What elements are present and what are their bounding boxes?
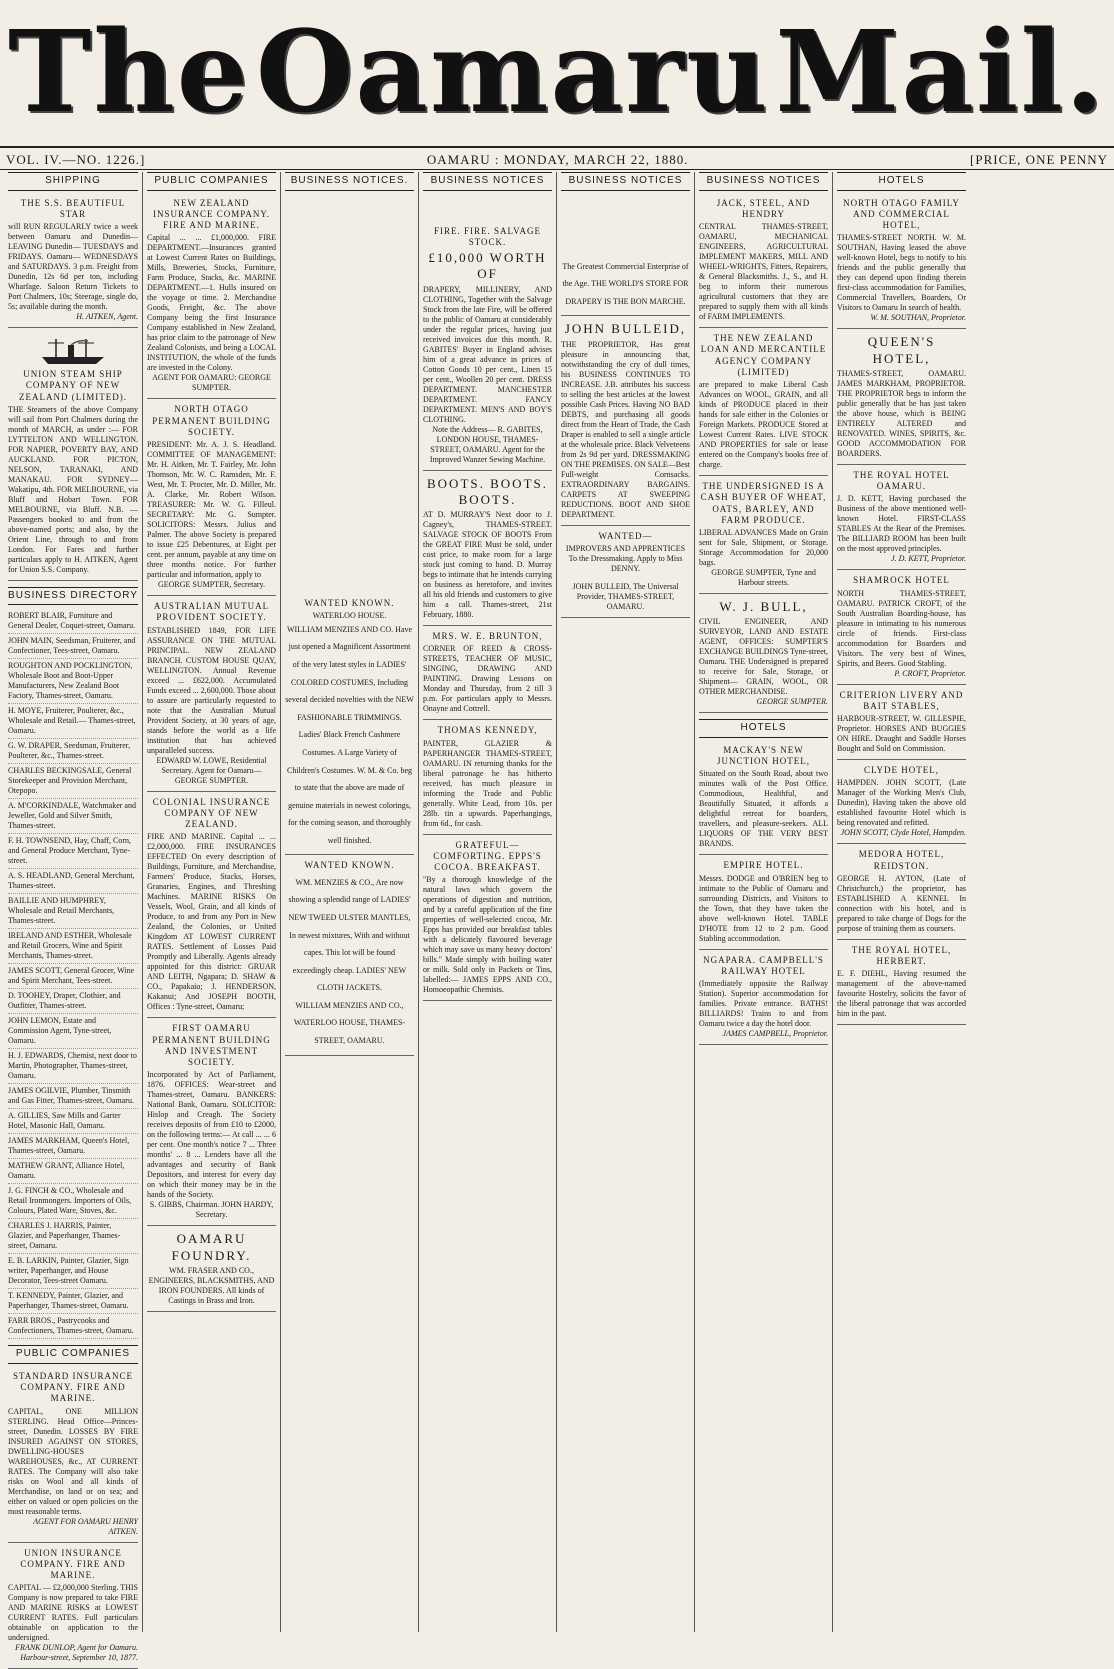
ad-mackays-hotel [699,742,828,856]
column-business-notices-3 [556,172,694,1632]
ad-title: THE ROYAL HOTEL OAMARU. [837,470,966,493]
ad-title: CRITERION LIVERY AND BAIT STABLES, [837,690,966,713]
ad-medora-hotel [837,846,966,940]
directory-entry: A. M'CORKINDALE, Watchmaker and Jeweller, Gold and Silver Smith, Thames-street. [8,799,138,834]
ad-body: CAPITAL — £2,000,000 Sterling. THIS Company is now prepared to take FIRE AND MARINE RISKS at LOWEST CURRENT RATES. Full particulars obtainable on application to the undersigned. [8,1583,138,1643]
ad-signature: GEORGE SUMPTER, Tyne and Harbour streets. [699,568,828,588]
ad-body: THAMES-STREET, OAMARU. JAMES MARKHAM, PROPRIETOR. THE PROPRIETOR begs to inform the public generally that he has just taken the above house, which is BEING ENTIRELY ALTERED and RENOVATED. WINES, SPIRITS, &c. GOOD ACCOMMODATION FOR BOARDERS. [837,369,966,459]
ad-title: NEW ZEALAND INSURANCE COMPANY. FIRE AND MARINE. [147,198,276,232]
ad-title: GRATEFUL—COMFORTING. EPPS'S COCOA. BREAKFAST. [423,840,552,874]
ad-royal-hotel-oamaru [837,467,966,571]
ad-title: NORTH OTAGO FAMILY AND COMMERCIAL HOTEL, [837,198,966,232]
directory-entry: JAMES SCOTT, General Grocer, Wine and Spirit Merchant, Tees-street. [8,964,138,989]
directory-entry: JOHN MAIN, Seedsman, Fruiterer, and Confectioner, Tees-street, Oamaru. [8,634,138,659]
directory-entry: ROUGHTON AND POCKLINGTON, Wholesale Boot and Boot-Upper Manufacturers, New Zealand Boot Factory, Thames-street, Oamaru. [8,659,138,704]
ad-north-otago-building-society [147,401,276,596]
ad-title: JACK, STEEL, AND HENDRY [699,198,828,221]
ad-body: WM. FRASER AND CO., ENGINEERS, BLACKSMITHS, AND IRON FOUNDERS. All kinds of Castings in Brass and Iron. [147,1266,276,1306]
ad-title: THE NEW ZEALAND LOAN AND MERCANTILE AGENCY COMPANY (LIMITED) [699,333,828,378]
volume-number: VOL. IV.—NO. 1226.] [6,152,145,168]
ad-title: THE ROYAL HOTEL, HERBERT. [837,945,966,968]
ad-bon-marche [561,255,690,317]
ad-title: FIRE. FIRE. SALVAGE STOCK. [423,226,552,249]
column-heading: HOTELS [837,172,966,191]
column-heading: BUSINESS NOTICES [699,172,828,191]
ad-title: W. J. BULL, [699,599,828,615]
ad-title: BOOTS. BOOTS. BOOTS. [423,476,552,509]
ad-empire-hotel [699,857,828,949]
ad-john-bulleid [561,318,690,525]
column-business-notices-2 [418,172,556,1632]
ad-signature: FRANK DUNLOP, Agent for Oamaru. Harbour-street, September 10, 1877. [8,1643,138,1663]
ad-body: CORNER OF REED & CROSS-STREETS, TEACHER OF MUSIC, SINGING, DRAWING AND PAINTING. Drawing Lessons on Monday and Thursday, from 2 till 3 p.m. For particulars apply to Messrs. Onayne and Cottrell. [423,644,552,714]
ad-title: FIRST OAMARU PERMANENT BUILDING AND INVESTMENT SOCIETY. [147,1023,276,1068]
ad-body: WM. MENZIES & CO., Are now showing a splendid range of LADIES' NEW TWEED ULSTER MANTLES, In newest mixtures, With and without capes. This lot will be found exceedingly cheap. LADIES' NEW CLOTH JACKETS. [285,874,414,997]
ad-murray-boots [423,473,552,627]
masthead [0,0,1114,148]
directory-entry: JOHN LEMON, Estate and Commission Agent, Tyne-street, Oamaru. [8,1014,138,1049]
ad-body: IMPROVERS AND APPRENTICES To the Dressmaking. Apply to Miss DENNY. [561,544,690,574]
ad-signature: EDWARD W. LOWE, Residential Secretary. Agent for Oamaru— GEORGE SUMPTER. [147,756,276,786]
directory-entry: MATHEW GRANT, Alliance Hotel, Oamaru. [8,1159,138,1184]
ad-body: CAPITAL, ONE MILLION STERLING. Head Office—Princes-street, Dunedin. LOSSES BY FIRE INSURED AGAINST ON STORES, DWELLING-HOUSES WAREHOUSES, &c., AT CURRENT RATES. The Company will also take risks on Wool and all kinds of Merchandise, on land or on sea; and either on valued or open policies on the most reasonable terms. [8,1407,138,1517]
ad-body: CENTRAL THAMES-STREET, OAMARU, MECHANICAL ENGINEERS, AGRICULTURAL IMPLEMENT MAKERS, MILL AND WHEEL-WRIGHTS, Fitters, Repairers, & General Blacksmiths. J., S., and H. beg to inform their numerous agricultural customers that they are prepared to supply them with all kinds of FARM IMPLEMENTS. [699,222,828,322]
ad-headline-amount: £10,000 WORTH OF [423,250,552,283]
ad-body: THE Steamers of the above Company will sail from Port Chalmers during the month of MARCH, as under :— FOR LYTTELTON AND WELLINGTON. FOR NAPIER, POVERTY BAY, AND AUCKLAND. FOR PICTON, NELSON, TARANAKI, AND MANAKAU. FOR SYDNEY—Wakatipu, 4th. FOR MELBOURNE, via Bluff and Hobart Town. FOR MELBOURNE, via Bluff. N.B. — Passengers booked to and from the above-named ports; and also, by the Orient Line, through to and from London. For Fares and further particulars apply to H. AITKEN, Agent for Union S.S. Company. [8,405,138,575]
ad-wanted-improvers [561,528,690,618]
ad-signature: GEORGE SUMPTER. [699,697,828,707]
ad-title: CLYDE HOTEL, [837,765,966,776]
ad-body: Capital ... ... £1,000,000. FIRE DEPARTMENT.—Insurances granted at Lowest Current Rates on Buildings, Mills, Breweries, Stocks, Furniture, Farm Produce, Stacks, &c. MARINE DEPARTMENT.—1. Hulls insured on the voyage or time. 2. Merchandise Goods, Freight, &c. The above Company being the first Insurance Company established in New Zealand, has prior claim to the patronage of New Zealand Colonists, and being a LOCAL INSTITUTION, the whole of the funds are invested in the Colony. [147,233,276,373]
ad-body: Messrs. DODGE and O'BRIEN beg to intimate to the Public of Oamaru and surrounding Districts, and Visitors to the Town, that they have taken the above well-known Hotel. TABLE D'HOTE from 12 to 2 p.m. Good Stabling accommodation. [699,874,828,944]
column-heading: BUSINESS NOTICES [561,172,690,191]
blank-space [285,195,414,595]
hotels-heading: HOTELS [699,719,828,738]
ad-title: THOMAS KENNEDY, [423,725,552,736]
directory-entry: F. H. TOWNSEND, Hay, Chaff, Corn, and General Produce Merchant, Tyne-street. [8,834,138,869]
column-hotels [832,172,970,1632]
ad-subtitle: WATERLOO HOUSE. [285,611,414,621]
ad-body: HARBOUR-STREET, W. GILLESPIE, Proprietor. HORSES AND BUGGIES ON HIRE. Draught and Saddle Horses Bought and Sold on Commission. [837,714,966,754]
column-shipping [4,172,142,1632]
ad-union-insurance [8,1545,138,1669]
ad-jack-steel-hendry [699,195,828,329]
ad-title: SHAMROCK HOTEL [837,575,966,586]
ad-body: "By a thorough knowledge of the natural laws which govern the operations of digestion and nutrition, and by a careful application of the fine properties of well-selected cocoa, Mr. Epps has provided our breakfast tables with a delicately flavoured beverage which may save us many heavy doctors' bills." Made simply with boiling water or milk. Sold only in Packets or Tins, labelled:— JAMES EPPS AND CO., Homoeopathic Chemists. [423,875,552,995]
directory-entry: G. W. DRAPER, Seedsman, Fruiterer, Poulterer, &c., Thames-street. [8,739,138,764]
ad-signature: JOHN BULLEID, The Universal Provider, THAMES-STREET, OAMARU. [561,582,690,612]
masthead-the: The [8,17,250,129]
ad-title: MRS. W. E. BRUNTON, [423,631,552,642]
ad-thomas-kennedy [423,722,552,834]
ad-title: MEDORA HOTEL, REIDSTON. [837,849,966,872]
ad-signature: GEORGE SUMPTER, Secretary. [147,580,276,590]
ad-title: MACKAY'S NEW JUNCTION HOTEL, [699,745,828,768]
ad-body: HAMPDEN. JOHN SCOTT, (Late Manager of the Working Men's Club, Dunedin), Having taken the above old established favourite Hotel which is being renovated and refitted. [837,778,966,828]
ad-body: Situated on the South Road, about two minutes walk of the Post Office. Commodious, Healthful, and Beautifully Situated, it affords a delightful retreat for boarders, travellers, and pleasure-seekers. ALL LIQUORS OF THE VERY BEST BRANDS. [699,769,828,849]
ad-title: WANTED— [561,531,690,542]
steamship-icon [38,337,108,365]
ad-body: DRAPERY, MILLINERY, AND CLOTHING, Together with the Salvage Stock from the late Fire, will be offered to the public of Oamaru at considerably under the regular prices, having just received invoices due this month. R. GABITES' Buyer in England advises him of a great advance in prices of Cotton Goods 10 per cent., Linen 15 per cent., Woollen 20 per cent. DRESS DEPARTMENT. MANCHESTER DEPARTMENT. FANCY DEPARTMENT. MEN'S AND BOY'S CLOTHING. [423,285,552,425]
masthead-mail: Mail. [775,17,1106,129]
columns [4,172,1110,1632]
ad-body: FIRE AND MARINE. Capital ... ... £2,000,000. FIRE INSURANCES EFFECTED On every description of Buildings, Furniture, and Merchandise, Farmers' Produce, Stacks, Horses, Granaries, Engines, and Threshing Machines. MARINE RISKS On Vessels, Wool, Grain, and all kinds of Produce, to and from any Port in New Zealand, the Colonies, or United Kingdom AT LOWEST CURRENT RATES. Settlement of Losses Paid Promptly and Liberally. Agents already appointed for this district: GRUAR AND LEITH, Ngapara; D. SHAW & CO., Papakaio; J. HENDERSON, Kakanui; And JOSEPH BOOTH, Offices : Tyne-street, Oamaru; [147,832,276,1012]
column-business-notices-1 [280,172,418,1632]
ad-body: PRESIDENT: Mr. A. J. S. Headland. COMMITTEE OF MANAGEMENT: Mr. H. Aitken, Mr. T. Fairley, Mr. John Thomson, Mr. W. C. Ramsden, Mr. F. West, Mr. T. Procter, Mr. D. Miller, Mr. A. Clarke, Mr. Robert Wilson. TREASURER: Mr. W. G. Filleul. SECRETARY: Mr. G. Sumpter. SOLICITORS: Messrs. Julius and Palmer. The above Society is prepared to issue £25 Debentures, at Eight per cent. per annum, payable at any time on three months notice. For further particular and information, apply to [147,440,276,580]
ad-union-steam-ship [8,330,138,581]
ad-wanted-known-costumes [285,595,414,856]
ad-signature: W. M. SOUTHAN, Proprietor. [837,313,966,323]
ad-signature: Note the Address— R. GABITES, LONDON HOUSE, THAMES-STREET, OAMARU. Agent for the Improved Wanzer Sewing Machine. [423,425,552,465]
business-directory-heading: BUSINESS DIRECTORY [8,587,138,606]
ad-north-otago-hotel [837,195,966,330]
blank-space [423,195,552,223]
ad-body: LIBERAL ADVANCES Made on Grain sent for Sale, Shipment, or Storage. Storage Accommodation for 20,000 bags. [699,528,828,568]
ad-title: QUEEN'S HOTEL, [837,334,966,367]
ad-title: UNION INSURANCE COMPANY. FIRE AND MARINE. [8,1548,138,1582]
ad-amp-society [147,598,276,792]
ad-title: STANDARD INSURANCE COMPANY. FIRE AND MARINE. [8,1371,138,1405]
ad-title: UNION STEAM SHIP COMPANY OF NEW ZEALAND (LIMITED). [8,369,138,403]
ad-body: will RUN REGULARLY twice a week between Oamaru and Dunedin— LEAVING Dunedin— TUESDAYS and FRIDAYS. Oamaru— WEDNESDAYS and SATURDAYS. 3 p.m. Freight from Dunedin, 12s 6d per ton, including Wharfage. Saloon Return Tickets to Port Chalmers, 10s; Steerage, single do, 5s; available during the month. [8,222,138,312]
ad-signature: AGENT FOR OAMARU: GEORGE SUMPTER. [147,373,276,393]
directory-entry: J. G. FINCH & CO., Wholesale and Retail Ironmongers. Importers of Oils, Colours, Plated Ware, Stoves, &c. [8,1184,138,1219]
ad-body: PAINTER, GLAZIER & PAPERHANGER THAMES-STREET, OAMARU. IN returning thanks for the liberal patronage he has hitherto received, has much pleasure in informing the Trade and Public generally. White Lead, from 10s. per 28lb. tin a upwards. Paperhangings, from 6d., for cash. [423,739,552,829]
directory-entry: A. S. HEADLAND, General Merchant, Thames-street. [8,869,138,894]
ad-title: EMPIRE HOTEL. [699,860,828,871]
ad-body: GEORGE H. AYTON, (Late of Christchurch,) the proprietor, has ESTABLISHED A KENNEL In connection with his hotel, and is prepared to take charge of Dogs for the purpose of training them as coursers. [837,874,966,934]
masthead-oamaru: Oamaru [256,17,770,129]
directory-entry: IRELAND AND ESTHER, Wholesale and Retail Grocers, Wine and Spirit Merchants, Thames-street. [8,929,138,964]
price: [PRICE, ONE PENNY [970,152,1108,168]
ad-signature: H. AITKEN, Agent. [8,312,138,322]
directory-entry: H. MOYE, Fruiterer, Poulterer, &c., Wholesale and Retail.— Thames-street, Oamaru. [8,704,138,739]
ad-royal-hotel-herbert [837,942,966,1026]
ad-brunton-music [423,628,552,720]
ad-standard-insurance [8,1368,138,1543]
column-business-notices-4 [694,172,832,1632]
ad-oamaru-foundry [147,1228,276,1312]
ad-title: THE UNDERSIGNED IS A CASH BUYER OF WHEAT, OATS, BARLEY, AND FARM PRODUCE. [699,481,828,526]
ad-epps-cocoa [423,837,552,1002]
column-heading: SHIPPING [8,172,138,191]
ad-body: AT D. MURRAY'S Next door to J. Cagney's, THAMES-STREET. SALVAGE STOCK OF BOOTS From the GREAT FIRE Must be sold, under cost price, to make room for a large stock just coming to hand. D. Murray begs to intimate that he intends carrying on business as heretofore, and invites all his old friends and customers to give him a call. Thames-street, 21st February, 1880. [423,510,552,620]
ad-title: COLONIAL INSURANCE COMPANY OF NEW ZEALAND. [147,797,276,831]
ad-signature: S. GIBBS, Chairman. JOHN HARDY, Secretary. [147,1200,276,1220]
directory-entry: CHARLES J. HARRIS, Painter, Glazier, and Paperhanger, Thames-street, Oamaru. [8,1219,138,1254]
ad-title: WANTED KNOWN. [285,860,414,871]
column-heading: BUSINESS NOTICES. [285,172,414,191]
ad-title: NGAPARA. CAMPBELL'S RAILWAY HOTEL [699,955,828,978]
directory-entry: ROBERT BLAIR, Furniture and General Dealer, Coquet-street, Oamaru. [8,609,138,634]
ad-body: are prepared to make Liberal Cash Advances on WOOL, GRAIN, and all kinds of PRODUCE placed in their hands for sale either in the Colonies or Foreign Markets. PRODUCE Stored at Lowest Current Rates. LIVE STOCK AND PROPERTIES for sale or lease entered on the Company's books free of charge. [699,380,828,470]
ad-nz-loan-mercantile [699,330,828,476]
ad-salvage-stock [423,223,552,471]
ad-signature: AGENT FOR OAMARU HENRY AITKEN. [8,1517,138,1537]
column-heading: BUSINESS NOTICES [423,172,552,191]
ad-signature: JOHN SCOTT, Clyde Hotel, Hampden. [837,828,966,838]
business-directory [8,609,138,1339]
ad-body: J. D. KETT, Having purchased the Business of the above mentioned well-known Hotel. FIRST-CLASS STABLES At the Rear of the Premises. The BILLIARD ROOM has been built on the most approved principles. [837,494,966,554]
ad-colonial-insurance [147,794,276,1019]
ad-signature: P. CROFT, Proprietor. [837,669,966,679]
ad-body: Incorporated by Act of Parliament, 1876. OFFICES: Wear-street and Thames-street, Oamaru. BANKERS: National Bank, Oamaru. SOLICITOR: Hislop and Creagh. The Society receives deposits of from £10 to £2000, on the following terms:— At call ... ... 6 per cent. One month's notice 7 ... Three months' ... 8 ... Lenders have all the advantages and security of Bank Depositors, and interest for every day on which their money may be in the hands of the Society. [147,1070,276,1200]
directory-entry: E. B. LARKIN, Painter, Glazier, Sign writer, Paperhanger, and House Decorator, Tees-street Oamaru. [8,1254,138,1289]
public-companies-heading: PUBLIC COMPANIES [8,1345,138,1364]
ad-signature: J. D. KETT, Proprietor. [837,554,966,564]
ad-body: E. F. DIEHL, Having resumed the management of the above-named favourite Hostelry, solicits the favor of the liberal patronage that was accorded him in the past. [837,969,966,1019]
ad-title: OAMARU FOUNDRY. [147,1231,276,1264]
directory-entry: H. J. EDWARDS, Chemist, next door to Martin, Photographer, Thames-street, Oamaru. [8,1049,138,1084]
ad-title: NORTH OTAGO PERMANENT BUILDING SOCIETY. [147,404,276,438]
ad-nz-insurance [147,195,276,400]
ad-body: THE PROPRIETOR, Has great pleasure in announcing that, notwithstanding the cry of dull times, his BUSINESS CONTINUES TO INCREASE. J.B. attributes his success to selling the best articles at the lowest possible Cash Prices. Having NO BAD DEBTS, and purchasing all goods direct from the Heart of Trade, the Cash Draper is enabled to sell a single article at the wholesale price. Black Velveteens from 2s 9d per yard. DRESSMAKING ON THE PREMISES. ON SALE—Best Full-weight Cornsacks. EXTRAORDINARY BARGAINS. CARPETS AT SWEEPING REDUCTIONS. BOOT AND SHOE DEPARTMENT. [561,340,690,520]
ad-clyde-hotel [837,762,966,844]
directory-entry: JAMES OGILVIE, Plumber, Tinsmith and Gas Fitter, Thames-street, Oamaru. [8,1084,138,1109]
column-heading: PUBLIC COMPANIES [147,172,276,191]
blank-space [561,195,690,255]
ad-campbells-railway-hotel [699,952,828,1046]
directory-entry: T. KENNEDY, Painter, Glazier, and Paperhanger, Thames-street, Oamaru. [8,1289,138,1314]
ad-body: WILLIAM MENZIES AND CO. Have just opened a Magnificent Assortment of the very latest styles in LADIES' COLORED COSTUMES, Including several decided novelties with the NEW FASHIONABLE TRIMMINGS. Ladies' Black French Cashmere Costumes. A Large Variety of Children's Costumes. W. M. & Co. beg to state that the above are made of genuine materials in newest colorings, for the coming season, and thoroughly well finished. [285,621,414,850]
ad-criterion-stables [837,687,966,761]
directory-entry: JAMES MARKHAM, Queen's Hotel, Thames-street, Oamaru. [8,1134,138,1159]
dateline [0,150,1114,170]
directory-entry: A. GILLIES, Saw Mills and Garter Hotel, Masonic Hall, Oamaru. [8,1109,138,1134]
ad-cash-buyer [699,478,828,594]
ad-body: NORTH THAMES-STREET, OAMARU. PATRICK CROFT, of the South Australian Boarding-house, has pleasure in intimating to his numerous circle of friends. First-class accommodation for Boarders and Visitors. The very best of Wines, Spirits, and Beers. Good Stabling. [837,589,966,669]
ad-body: The Greatest Commercial Enterprise of the Age. THE WORLD'S STORE FOR DRAPERY IS THE BON MARCHE. [561,258,690,311]
ad-beautiful-star [8,195,138,329]
ad-bull-engineer [699,596,828,713]
ad-first-oamaru-building-society [147,1020,276,1226]
ad-body: (Immediately opposite the Railway Station). Superior accommodation for families. Private entrance. BATHS! BILLIARDS! Trains to and from Oamaru twice a day the hotel door. [699,979,828,1029]
column-public-companies [142,172,280,1632]
ad-body: THAMES-STREET NORTH. W. M. SOUTHAN, Having leased the above well-known Hotel, begs to notify to his friends and the public generally that they can depend upon finding therein first-class accommodation for Families, Commercial Travellers, Boarders, Or Visitors to Oamaru In search of health. [837,233,966,313]
place-date: OAMARU : MONDAY, MARCH 22, 1880. [427,152,689,168]
ad-shamrock-hotel [837,572,966,684]
directory-entry: FARR BROS., Pastrycooks and Confectioners, Thames-street, Oamaru. [8,1314,138,1339]
ad-title: JOHN BULLEID, [561,321,690,337]
directory-entry: BAILLIE AND HUMPHREY, Wholesale and Retail Merchants, Thames-street. [8,894,138,929]
directory-entry: CHARLES BECKINGSALE, General Storekeeper and Provision Merchant, Otepopo. [8,764,138,799]
ad-body: CIVIL ENGINEER, AND SURVEYOR, LAND AND ESTATE AGENT, OFFICES: SUMPTER'S EXCHANGE BUILDINGS Tyne-street, Oamaru. THE Undersigned is prepared to receive for Sale, Storage, or Shipment— GRAIN, WOOL, OR OTHER MERCHANDISE. [699,617,828,697]
ad-signature: WILLIAM MENZIES AND CO., WATERLOO HOUSE, THAMES-STREET, OAMARU. [285,997,414,1050]
directory-entry: D. TOOHEY, Draper, Clothier, and Outfitter, Thames-street. [8,989,138,1014]
ad-title: WANTED KNOWN. [285,598,414,609]
ad-title: AUSTRALIAN MUTUAL PROVIDENT SOCIETY. [147,601,276,624]
ad-title: THE S.S. BEAUTIFUL STAR [8,198,138,221]
ad-signature: JAMES CAMPBELL, Proprietor. [699,1029,828,1039]
ad-body: ESTABLISHED 1849, FOR LIFE ASSURANCE ON THE MUTUAL PRINCIPAL. NEW ZEALAND BRANCH. CUSTOM HOUSE QUAY, WELLINGTON. Annual Revenue exceed ... £622,000. Accumulated Funds exceed ... 2,600,000. Those about to assure are particularly requested to note that the Australian Mutual Provident Society, at 30 years of age, stands before the world as a life institution that has achieved unparalleled success. [147,626,276,756]
ad-wanted-known-mantles [285,857,414,1055]
ad-queens-hotel [837,331,966,465]
